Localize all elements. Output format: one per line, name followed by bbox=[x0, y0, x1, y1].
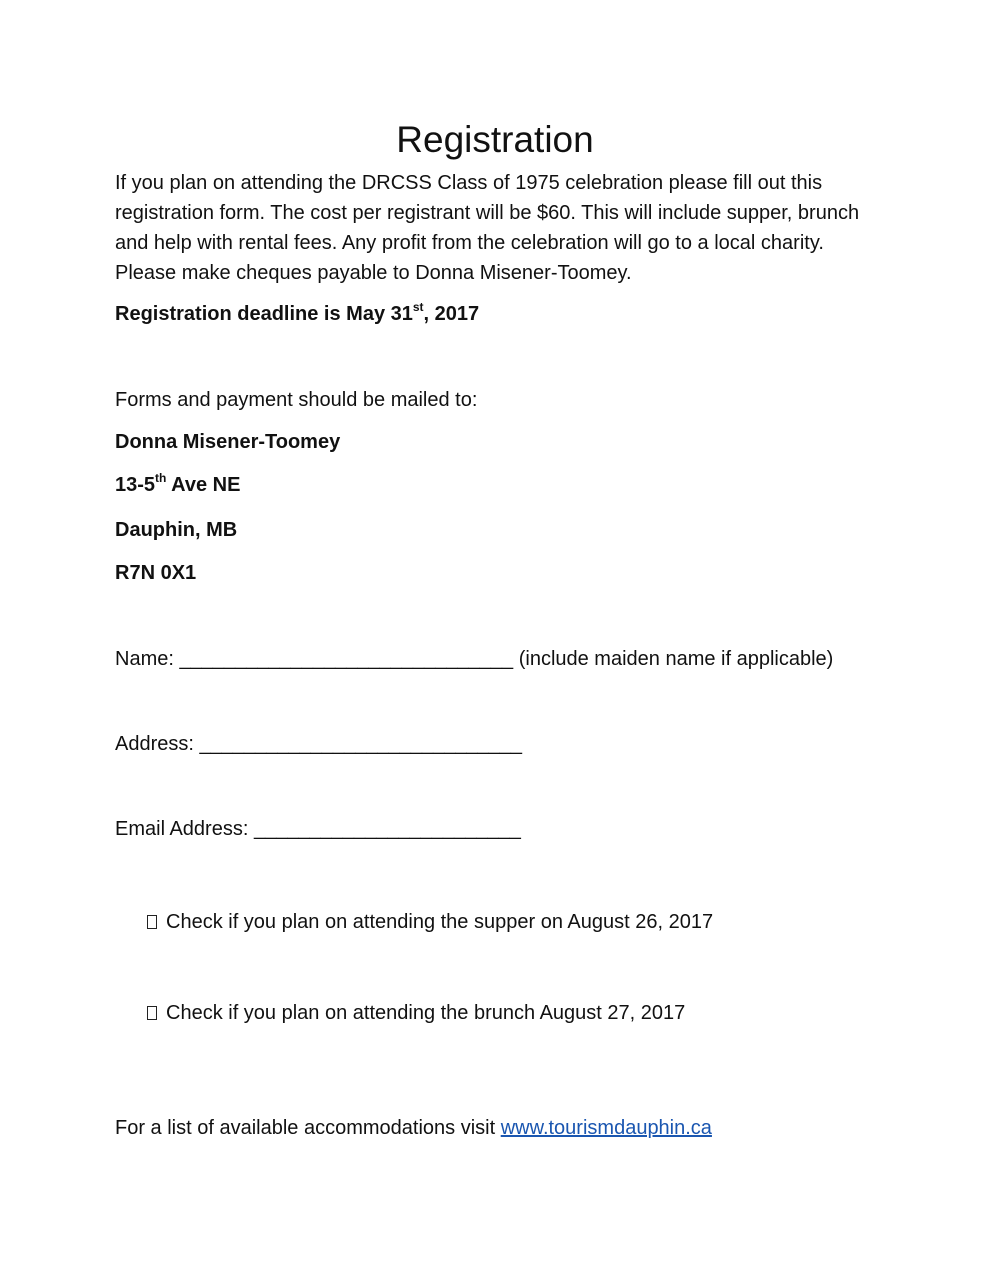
intro-paragraph: If you plan on attending the DRCSS Class of 1975 celebration please fill out this registration form. The cost per registrant will be $60. This will include supper, brunch and help with rental fees. Any profit from the celebration will go to a local charity. Please make cheques payable to Donna Misener-Toomey. bbox=[115, 172, 860, 284]
address-field: Address: _____________________________ bbox=[115, 733, 523, 755]
email-field: Email Address: ________________________ bbox=[115, 818, 521, 840]
brunch-check-row bbox=[147, 999, 685, 1027]
deadline-ordinal: st bbox=[412, 300, 424, 314]
supper-checkbox[interactable] bbox=[147, 915, 157, 929]
supper-check-row bbox=[147, 908, 713, 936]
accommodations-text: For a list of available accommodations visit bbox=[115, 1117, 501, 1139]
street-ordinal: th bbox=[155, 471, 167, 485]
street-number: 13-5 bbox=[115, 474, 156, 496]
name-field: Name: ______________________________ (include maiden name if applicable) bbox=[115, 648, 834, 670]
supper-check-label: Check if you plan on attending the supper on August 26, 2017 bbox=[166, 911, 714, 933]
deadline-text: Registration deadline is May 31 bbox=[115, 303, 413, 325]
accommodations-line bbox=[115, 1114, 712, 1142]
tourism-link[interactable]: www.tourismdauphin.ca bbox=[500, 1117, 712, 1139]
recipient-name: Donna Misener-Toomey bbox=[115, 431, 341, 453]
deadline-year: , 2017 bbox=[423, 303, 480, 325]
street-address bbox=[115, 471, 240, 499]
mail-intro: Forms and payment should be mailed to: bbox=[115, 389, 478, 411]
registration-deadline bbox=[115, 300, 479, 328]
city-province: Dauphin, MB bbox=[115, 519, 238, 541]
street-name: Ave NE bbox=[166, 474, 241, 496]
page-title: Registration bbox=[396, 119, 594, 160]
brunch-checkbox[interactable] bbox=[147, 1006, 157, 1020]
brunch-check-label: Check if you plan on attending the brunch August 27, 2017 bbox=[166, 1002, 686, 1024]
postal-code: R7N 0X1 bbox=[115, 562, 197, 584]
